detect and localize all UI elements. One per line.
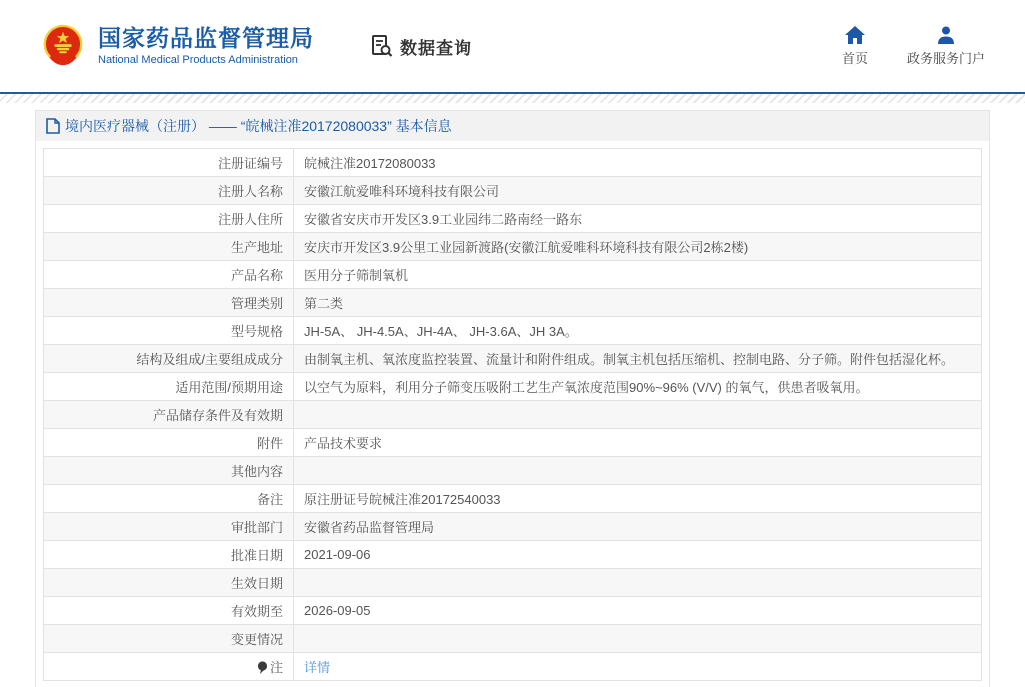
row-label: 适用范围/预期用途 <box>44 373 294 401</box>
header-nav <box>837 26 985 67</box>
row-value: 医用分子筛制氧机 <box>294 261 982 289</box>
row-value: 安徽省安庆市开发区3.9工业园纬二路南经一路东 <box>294 205 982 233</box>
brand-title-en: National Medical Products Administration <box>98 54 298 67</box>
data-query-label: 数据查询 <box>400 38 472 58</box>
row-value: 第二类 <box>294 289 982 317</box>
hatch-band <box>0 94 1025 103</box>
row-value <box>294 653 982 681</box>
table-wrap <box>36 141 989 687</box>
user-icon <box>936 26 956 44</box>
row-label: 注 <box>44 653 294 681</box>
brand-title-zh: 国家药品监督管理局 <box>98 24 314 51</box>
table-row <box>44 261 982 289</box>
row-value: 由制氧主机、氧浓度监控装置、流量计和附件组成。制氧主机包括压缩机、控制电路、分子筛。附件包括湿化杯。 <box>294 345 982 373</box>
content-panel <box>35 110 990 687</box>
row-value: 产品技术要求 <box>294 429 982 457</box>
row-value: JH-5A、 JH-4.5A、JH-4A、 JH-3.6A、JH 3A。 <box>294 317 982 345</box>
nav-label: 政务服务门户 <box>906 50 985 66</box>
row-label: 型号规格 <box>44 317 294 345</box>
row-label: 管理类别 <box>44 289 294 317</box>
row-label: 注册证编号 <box>44 149 294 177</box>
table-row <box>44 457 982 485</box>
row-value: 安徽省药品监督管理局 <box>294 513 982 541</box>
row-label: 产品名称 <box>44 261 294 289</box>
table-row <box>44 513 982 541</box>
row-label: 生产地址 <box>44 233 294 261</box>
table-row <box>44 485 982 513</box>
header <box>0 0 1025 92</box>
table-row <box>44 569 982 597</box>
table-row <box>44 149 982 177</box>
info-table-body <box>44 149 982 681</box>
table-row <box>44 289 982 317</box>
row-value: 以空气为原料，利用分子筛变压吸附工艺生产氧浓度范围90%~96% (V/V) 的氧气，供患者吸氧用。 <box>294 373 982 401</box>
table-row <box>44 653 982 681</box>
note-icon <box>257 661 268 674</box>
row-label: 备注 <box>44 485 294 513</box>
document-search-icon <box>370 34 394 58</box>
page-title: 境内医疗器械（注册） —— “皖械注准20172080033” 基本信息 <box>65 118 452 134</box>
row-label: 产品储存条件及有效期 <box>44 401 294 429</box>
row-label: 有效期至 <box>44 597 294 625</box>
table-row <box>44 401 982 429</box>
row-value: 原注册证号皖械注准20172540033 <box>294 485 982 513</box>
row-label: 变更情况 <box>44 625 294 653</box>
row-label: 附件 <box>44 429 294 457</box>
row-label: 注册人住所 <box>44 205 294 233</box>
table-row <box>44 177 982 205</box>
row-label: 生效日期 <box>44 569 294 597</box>
brand[interactable] <box>40 23 314 69</box>
nav-label: 首页 <box>841 50 868 66</box>
table-row <box>44 597 982 625</box>
row-value: 安徽江航爱唯科环境科技有限公司 <box>294 177 982 205</box>
detail-link[interactable]: 详情 <box>304 660 331 675</box>
table-row <box>44 429 982 457</box>
national-emblem-icon <box>40 23 86 69</box>
row-label: 结构及组成/主要组成成分 <box>44 345 294 373</box>
row-label: 其他内容 <box>44 457 294 485</box>
table-row <box>44 233 982 261</box>
row-value <box>294 457 982 485</box>
row-value <box>294 625 982 653</box>
row-value <box>294 569 982 597</box>
row-label: 注册人名称 <box>44 177 294 205</box>
table-row <box>44 205 982 233</box>
row-value: 皖械注准20172080033 <box>294 149 982 177</box>
home-icon <box>845 26 865 44</box>
table-row <box>44 317 982 345</box>
page-icon <box>46 118 60 134</box>
table-row <box>44 373 982 401</box>
row-label: 批准日期 <box>44 541 294 569</box>
nav-item-portal[interactable] <box>907 26 985 67</box>
row-value: 2026-09-05 <box>294 597 982 625</box>
info-table <box>43 148 982 681</box>
data-query-entry[interactable] <box>370 34 472 59</box>
row-label: 审批部门 <box>44 513 294 541</box>
table-row <box>44 345 982 373</box>
row-value <box>294 401 982 429</box>
table-row <box>44 625 982 653</box>
table-row <box>44 541 982 569</box>
row-value: 安庆市开发区3.9公里工业园新渡路(安徽江航爱唯科环境科技有限公司2栋2楼) <box>294 233 982 261</box>
title-bar <box>36 111 989 141</box>
nav-item-home[interactable] <box>837 26 873 67</box>
row-value: 2021-09-06 <box>294 541 982 569</box>
